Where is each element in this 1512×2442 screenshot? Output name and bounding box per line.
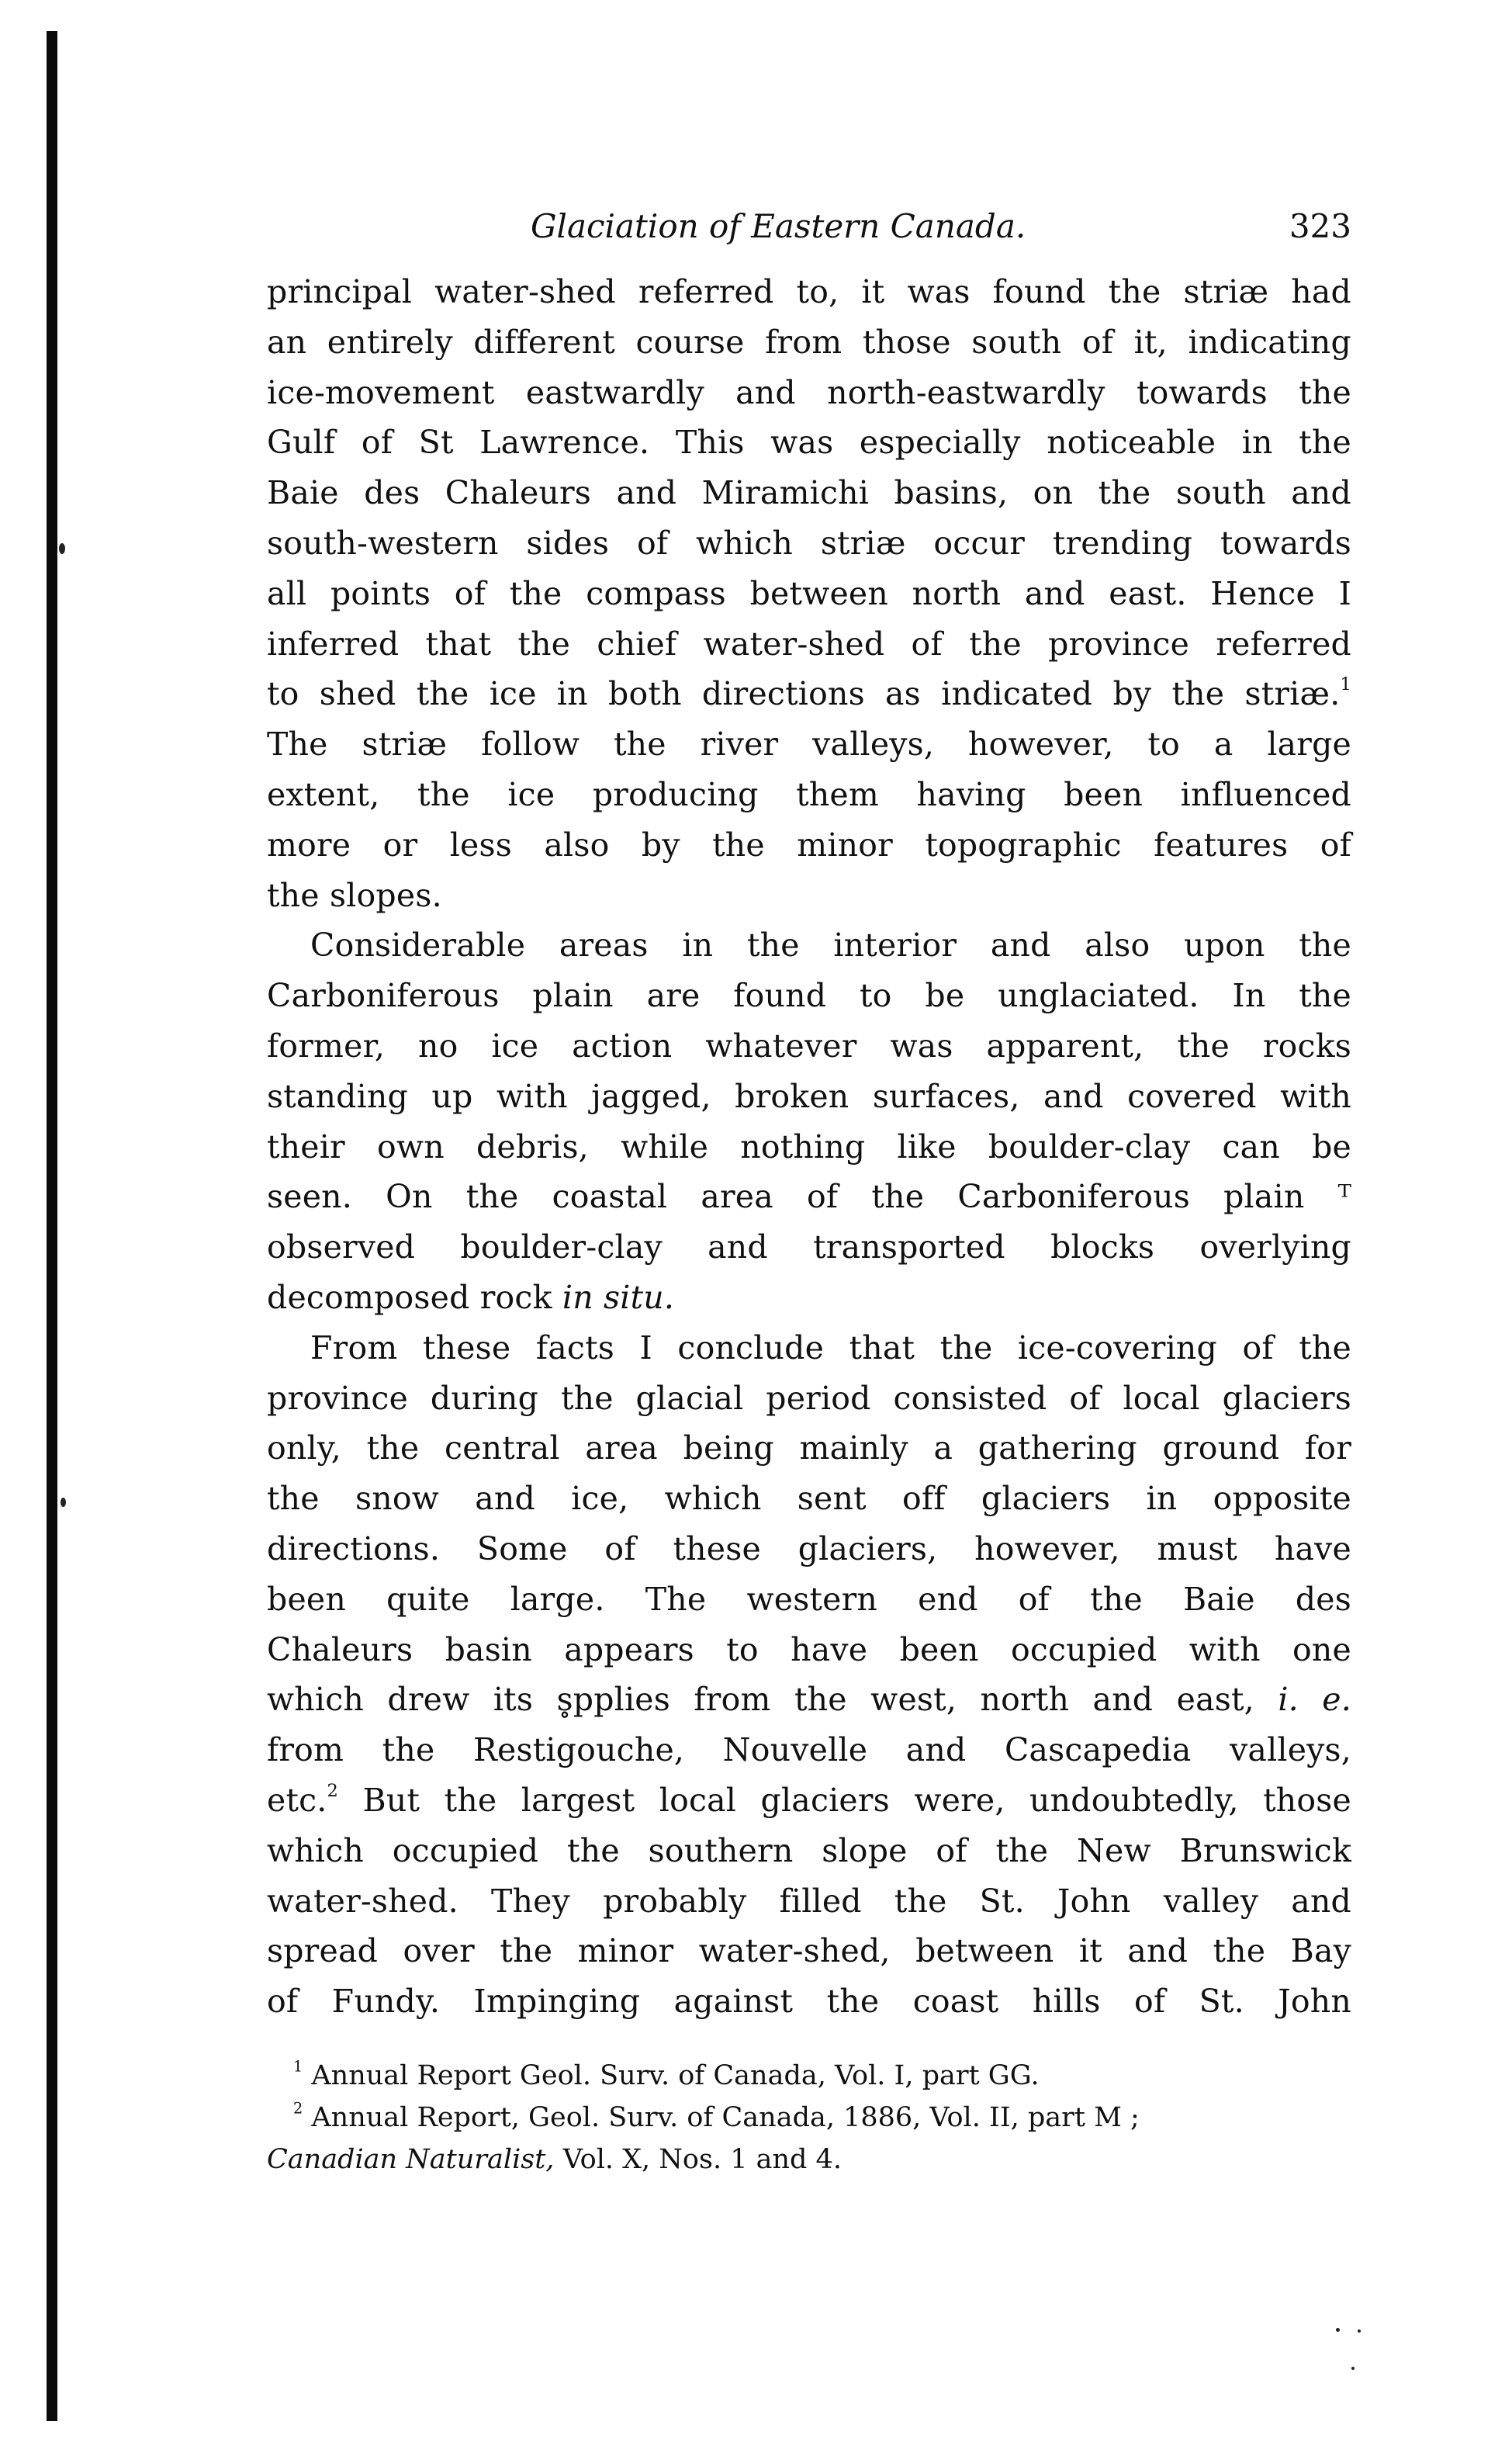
footnote-text: Annual Report Geol. Surv. of Canada, Vol. I, part GG. [303,2059,1040,2091]
text-line: an entirely different course from those south of it, indicating [267,323,1351,361]
footnote-2 [267,2097,1351,2139]
body-text [267,267,1351,2027]
scan-speck [61,1498,66,1507]
text-line: directions. Some of these glaciers, however, must have [267,1529,1351,1567]
text-line: been quite large. The western end of the Baie des [267,1580,1351,1618]
text-line: only, the central area being mainly a gathering ground for [267,1429,1351,1467]
footnote-ref: 1 [1340,674,1351,695]
line-text: which drew its s̥pplies from the west, north and east, [267,1681,1278,1719]
text-line: Considerable areas in the interior and also upon the [310,927,1351,965]
running-head [267,203,1351,250]
italic-phrase: i. e. [1278,1681,1351,1719]
scan-speck [59,543,65,554]
text-line: former, no ice action whatever was apparent, the rocks [267,1027,1351,1065]
footnote-text: Vol. X, Nos. 1 and 4. [554,2143,842,2175]
footnote-text: Annual Report, Geol. Surv. of Canada, 1886, Vol. II, part M ; [303,2101,1140,2133]
footnote-1 [267,2055,1351,2097]
text-line: south-western sides of which striæ occur trending towards [267,524,1351,562]
footnote-ref: 2 [327,1780,339,1801]
text-line: their own debris, while nothing like boulder-clay can be [267,1127,1351,1166]
text-line: of Fundy. Impinging against the coast hills of St. John [267,1983,1351,2021]
text-line: standing up with jagged, broken surfaces, and covered with [267,1077,1351,1115]
line-text: etc. [267,1781,327,1819]
text-line: the slopes. [267,876,442,914]
text-line: water-shed. They probably filled the St. John valley and [267,1882,1351,1920]
text-line: from the Restigouche, Nouvelle and Cascapedia valleys, [267,1731,1351,1769]
text-line [267,1775,1351,1826]
footnote-2-continued [267,2139,1351,2180]
text-line [267,1273,1351,1323]
footnote-marker: 1 [293,2057,303,2076]
text-line: From these facts I conclude that the ice-covering of the [310,1328,1351,1366]
text-line: extent, the ice producing them having been influenced [267,775,1351,813]
text-line: principal water-shed referred to, it was found the striæ had [267,273,1351,310]
italic-phrase: in situ. [562,1278,675,1316]
text-line: The striæ follow the river valleys, however, to a large [267,726,1351,764]
text-line: spread over the minor water-shed, between it and the Bay [267,1932,1351,1970]
scan-speck [1358,2329,1361,2333]
journal-title: Canadian Naturalist, [267,2143,555,2175]
text-line [267,669,1351,719]
page-number: 323 [1289,207,1351,245]
text-line: province during the glacial period consisted of local glaciers [267,1379,1351,1417]
text-line: observed boulder-clay and transported blocks overlying [267,1228,1351,1266]
footnotes [267,2055,1351,2180]
line-text: to shed the ice in both directions as indicated by the striæ. [267,675,1341,713]
text-line: Chaleurs basin appears to have been occupied with one [267,1630,1351,1668]
line-text: decomposed rock [267,1278,562,1316]
text-line: Gulf of St Lawrence. This was especially noticeable in the [267,424,1351,462]
text-line: ice-movement eastwardly and north-eastwardly towards the [267,373,1351,411]
text-line: seen. On the coastal area of the Carboniferous plain ᵀ [267,1178,1351,1216]
scan-speck [1336,2328,1340,2332]
scan-speck [1351,2367,1355,2370]
line-text: But the largest local glaciers were, undoubtedly, those [338,1781,1351,1819]
text-line [267,1675,1351,1725]
footnote-marker: 2 [293,2099,303,2118]
text-line: which occupied the southern slope of the New Brunswick [267,1831,1351,1869]
text-line: Carboniferous plain are found to be unglaciated. In the [267,977,1351,1015]
text-line: the snow and ice, which sent off glaciers in opposite [267,1480,1351,1518]
text-line: all points of the compass between north and east. Hence I [267,574,1351,612]
page-binding-edge [47,31,57,2421]
book-page [267,203,1351,2180]
text-line: more or less also by the minor topographic features of [267,826,1351,864]
running-title: Glaciation of Eastern Canada. [531,207,1026,245]
text-line: inferred that the chief water-shed of the province referred [267,625,1351,663]
text-line: Baie des Chaleurs and Miramichi basins, on the south and [267,474,1351,512]
